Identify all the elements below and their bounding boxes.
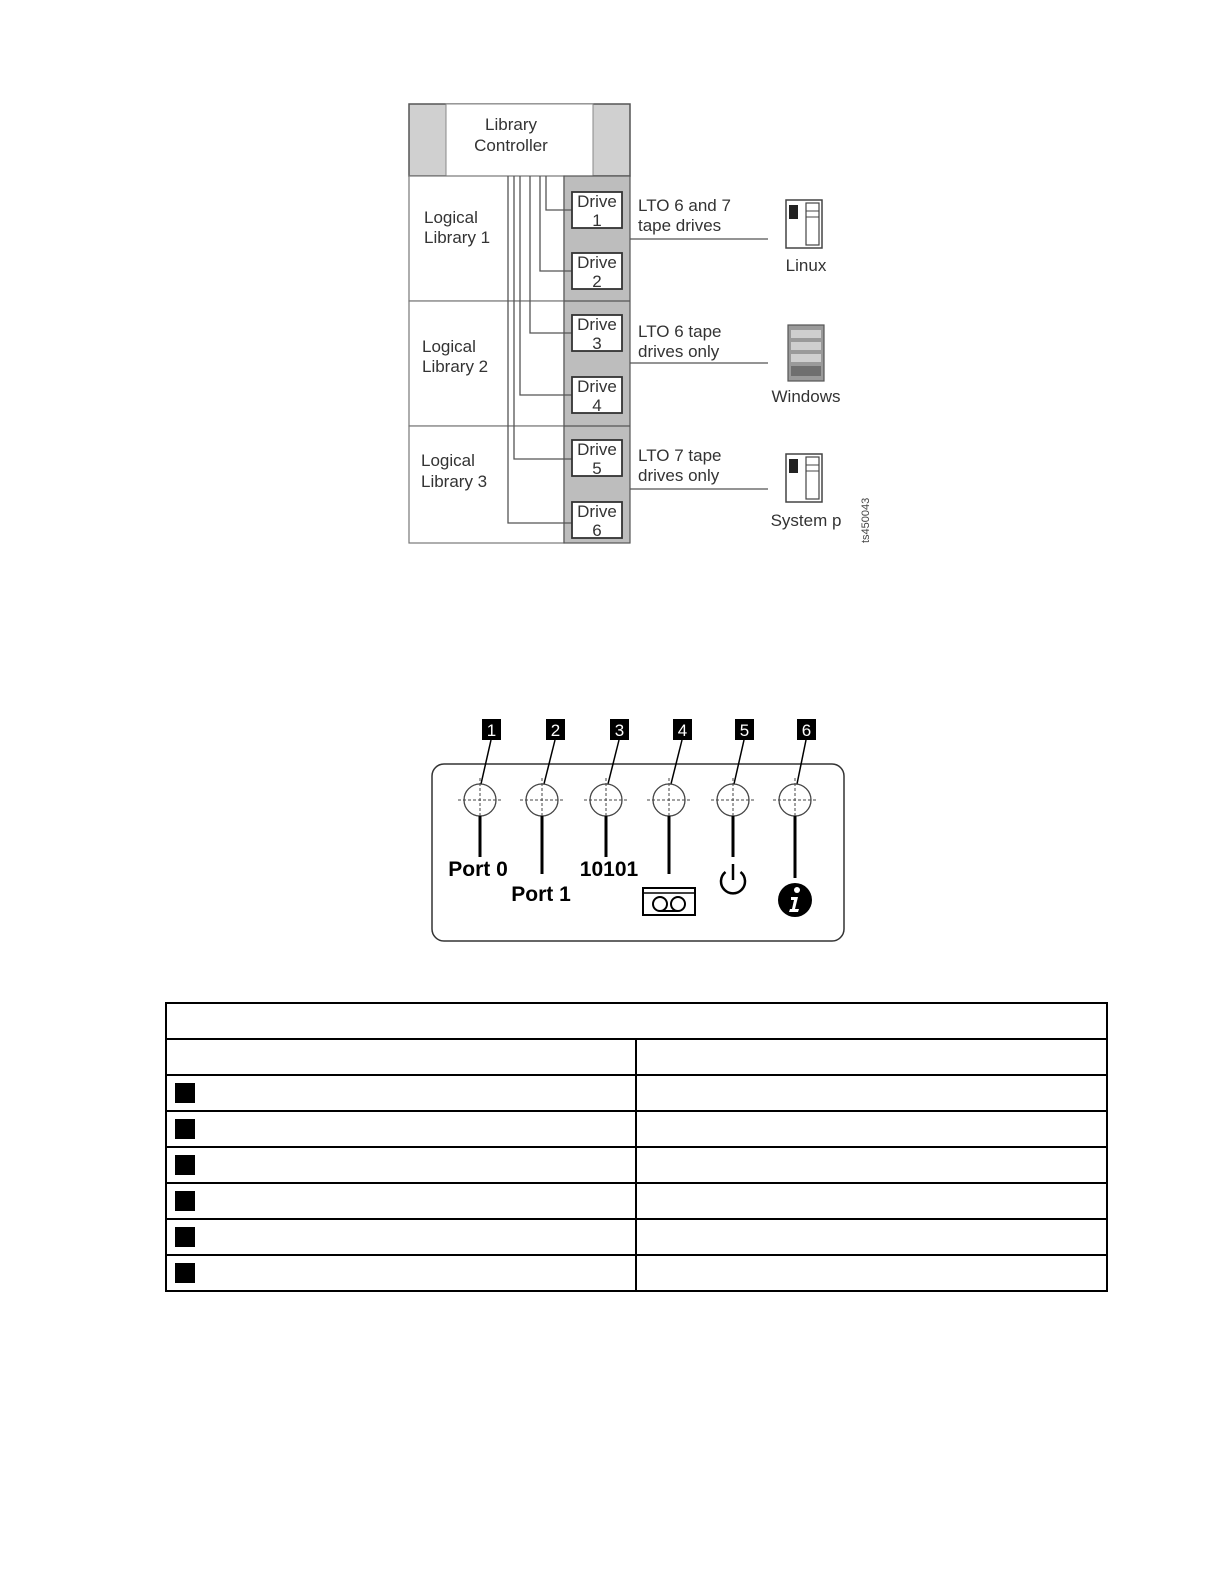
led-2-label: Port 1 bbox=[511, 883, 571, 906]
drive-2-label: Drive bbox=[577, 253, 617, 272]
logical-library-1-line1: Logical bbox=[424, 208, 478, 227]
table-cell bbox=[166, 1147, 636, 1183]
connection-windows bbox=[630, 322, 840, 406]
drive-1-number: 1 bbox=[592, 211, 602, 230]
callout-6: 6 bbox=[801, 721, 812, 740]
controller-label-line2: Controller bbox=[474, 136, 548, 155]
table-cell bbox=[636, 1255, 1107, 1291]
connection-linux-line1: LTO 6 and 7 bbox=[638, 196, 731, 215]
connection-windows-line1: LTO 6 tape bbox=[638, 322, 722, 341]
drive-3-label: Drive bbox=[577, 315, 617, 334]
logical-library-3-line2: Library 3 bbox=[421, 472, 488, 491]
drive-1 bbox=[572, 192, 622, 230]
drive-4-number: 4 bbox=[592, 396, 602, 415]
connection-linux-line2: tape drives bbox=[638, 216, 722, 235]
led-panel-diagram bbox=[425, 712, 855, 952]
connection-linux bbox=[630, 196, 827, 275]
drive-column bbox=[564, 176, 630, 543]
callout-marker-3 bbox=[175, 1155, 195, 1175]
logical-library-2 bbox=[409, 301, 564, 426]
table-cell bbox=[636, 1147, 1107, 1183]
table-caption bbox=[166, 1003, 1107, 1039]
callout-marker-5 bbox=[175, 1227, 195, 1247]
drive-2 bbox=[572, 253, 622, 291]
drive-4 bbox=[572, 377, 622, 415]
table-header-cell bbox=[636, 1039, 1107, 1075]
table-cell bbox=[636, 1111, 1107, 1147]
logical-library-2-line2: Library 2 bbox=[422, 357, 489, 376]
led-description-table bbox=[165, 1002, 1108, 1292]
table-cell bbox=[166, 1111, 636, 1147]
host-system-p-label: System p bbox=[770, 511, 842, 530]
table-cell bbox=[166, 1183, 636, 1219]
drive-5-label: Drive bbox=[577, 440, 617, 459]
connection-system-p-line1: LTO 7 tape bbox=[638, 446, 722, 465]
drive-6-label: Drive bbox=[577, 502, 617, 521]
callout-4: 4 bbox=[677, 721, 688, 740]
drive-6-number: 6 bbox=[592, 521, 602, 540]
drive-5 bbox=[572, 440, 622, 478]
logical-library-2-line1: Logical bbox=[422, 337, 476, 356]
logical-library-3-line1: Logical bbox=[421, 451, 475, 470]
info-icon bbox=[778, 883, 812, 917]
server-tower-icon bbox=[786, 200, 822, 248]
logical-library-1-line2: Library 1 bbox=[424, 228, 491, 247]
table-caption-row bbox=[166, 1003, 1107, 1039]
connection-windows-line2: drives only bbox=[638, 342, 720, 361]
drive-5-number: 5 bbox=[592, 459, 602, 478]
connection-system-p bbox=[630, 446, 841, 530]
logical-library-1 bbox=[409, 176, 564, 301]
drive-1-label: Drive bbox=[577, 192, 617, 211]
led-3-label: 10101 bbox=[579, 858, 639, 881]
host-linux-label: Linux bbox=[785, 256, 827, 275]
callout-marker-6 bbox=[175, 1263, 195, 1283]
drive-3-number: 3 bbox=[592, 334, 602, 353]
callout-3: 3 bbox=[614, 721, 625, 740]
led-1-label: Port 0 bbox=[448, 858, 508, 881]
callout-2: 2 bbox=[550, 721, 561, 740]
table-cell bbox=[166, 1255, 636, 1291]
table-header-row bbox=[166, 1039, 1107, 1075]
server-tower-icon bbox=[786, 454, 822, 502]
tape-cartridge-icon bbox=[643, 888, 695, 915]
callout-marker-4 bbox=[175, 1191, 195, 1211]
table-cell bbox=[166, 1075, 636, 1111]
callout-marker-1 bbox=[175, 1083, 195, 1103]
library-controller bbox=[409, 104, 630, 176]
connection-system-p-line2: drives only bbox=[638, 466, 720, 485]
table-cell bbox=[636, 1075, 1107, 1111]
table-row bbox=[166, 1255, 1107, 1291]
logical-library-3 bbox=[409, 426, 564, 543]
drive-3 bbox=[572, 315, 622, 353]
figure-id: ts450043 bbox=[860, 497, 872, 543]
callout-marker-2 bbox=[175, 1119, 195, 1139]
callout-5: 5 bbox=[739, 721, 750, 740]
host-windows-label: Windows bbox=[771, 387, 841, 406]
table-row bbox=[166, 1111, 1107, 1147]
table-header-cell bbox=[166, 1039, 636, 1075]
drive-6 bbox=[572, 502, 622, 540]
table-cell bbox=[636, 1183, 1107, 1219]
logical-library-diagram bbox=[400, 95, 880, 555]
callout-1: 1 bbox=[486, 721, 497, 740]
table-row bbox=[166, 1183, 1107, 1219]
table-row bbox=[166, 1219, 1107, 1255]
controller-label-line1: Library bbox=[485, 115, 537, 134]
drive-2-number: 2 bbox=[592, 272, 602, 291]
table-cell bbox=[636, 1219, 1107, 1255]
table-row bbox=[166, 1147, 1107, 1183]
server-rack-icon bbox=[788, 325, 824, 381]
table-row bbox=[166, 1075, 1107, 1111]
table-cell bbox=[166, 1219, 636, 1255]
drive-4-label: Drive bbox=[577, 377, 617, 396]
